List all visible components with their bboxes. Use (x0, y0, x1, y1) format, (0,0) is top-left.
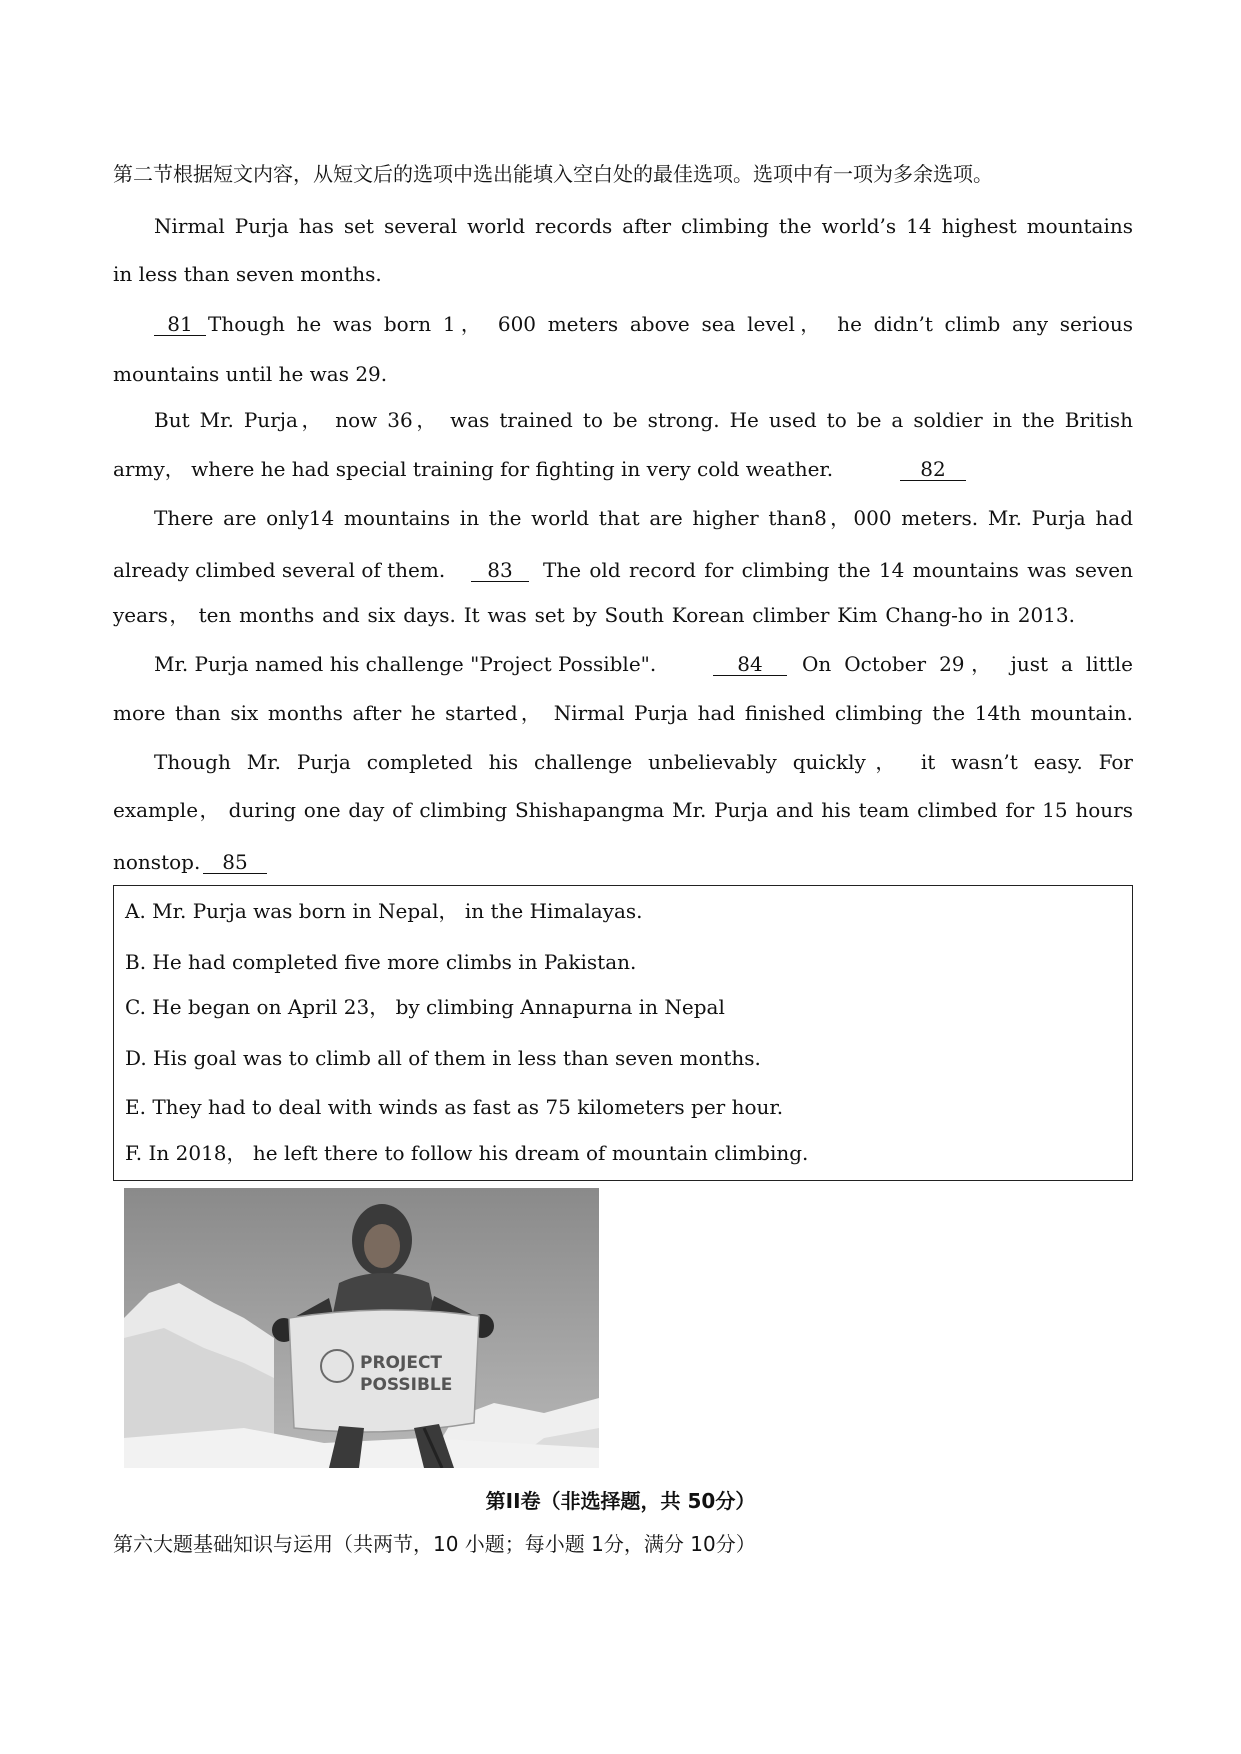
section-instruction: 第二节根据短文内容，从短文后的选项中选出能填入空白处的最佳选项。选项中有一项为多余选项。 (113, 162, 993, 186)
passage-line: mountains until he was 29. (113, 362, 388, 386)
passage-line: The old record for climbing the 14 mountains was seven (543, 558, 1133, 582)
option-a: A. Mr. Purja was born in Nepal， in the Himalayas. (125, 899, 643, 923)
climber-photo (124, 1188, 599, 1468)
section-subtitle: 第六大题基础知识与运用（共两节，10 小题；每小题 1分，满分 10分） (113, 1532, 756, 1556)
option-f: F. In 2018， he left there to follow his dream of mountain climbing. (125, 1141, 809, 1165)
blank-number: 83 (471, 559, 529, 582)
passage-line: army， where he had special training for fighting in very cold weather. (113, 457, 834, 481)
passage-line: already climbed several of them. (113, 558, 446, 582)
option-e: E. They had to deal with winds as fast as 75 kilometers per hour. (125, 1095, 784, 1119)
banner-text-possible: POSSIBLE (360, 1375, 453, 1395)
passage-line: Though Mr. Purja completed his challenge unbelievably quickly， it wasn’t easy. For (154, 750, 1133, 774)
passage-line: Nirmal Purja has set several world records after climbing the world’s 14 highest mountains (154, 214, 1133, 238)
passage-line: nonstop. (113, 850, 201, 874)
option-c: C. He began on April 23， by climbing Annapurna in Nepal (125, 995, 725, 1019)
passage-line: Though he was born 1， 600 meters above sea level， he didn’t climb any serious (208, 312, 1133, 336)
banner-text-project: PROJECT (360, 1353, 443, 1373)
blank-84 (713, 650, 787, 678)
blank-number: 84 (713, 653, 787, 676)
blank-83 (471, 556, 529, 584)
option-b: B. He had completed five more climbs in Pakistan. (125, 950, 637, 974)
passage-line: example， during one day of climbing Shishapangma Mr. Purja and his team climbed for 15 hours (113, 798, 1133, 822)
passage-line: in less than seven months. (113, 262, 382, 286)
section-title: 第II卷（非选择题，共 50分） (485, 1489, 756, 1513)
passage-line: more than six months after he started， Nirmal Purja had finished climbing the 14th mountain. (113, 701, 1133, 725)
blank-82 (900, 455, 966, 483)
passage-line: But Mr. Purja， now 36， was trained to be strong. He used to be a soldier in the British (154, 408, 1133, 432)
options-box (113, 885, 1133, 1181)
blank-85 (203, 848, 267, 876)
blank-81 (154, 310, 206, 338)
blank-number: 85 (203, 851, 267, 874)
blank-number: 82 (900, 458, 966, 481)
option-d: D. His goal was to climb all of them in less than seven months. (125, 1046, 761, 1070)
passage-line: Mr. Purja named his challenge "Project Possible". (154, 652, 657, 676)
passage-line: On October 29， just a little (802, 652, 1133, 676)
blank-number: 81 (154, 313, 206, 336)
passage-line: years， ten months and six days. It was set by South Korean climber Kim Chang-ho in 2013. (113, 603, 1075, 627)
passage-line: There are only14 mountains in the world that are higher than8，000 meters. Mr. Purja had (154, 506, 1133, 530)
